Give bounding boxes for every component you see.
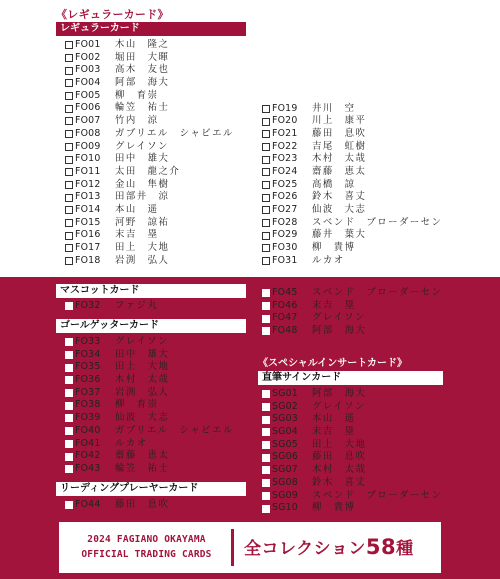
card-code: SG10 (272, 502, 298, 514)
checkbox-icon[interactable] (65, 219, 73, 227)
card-code: FO32 (75, 300, 101, 311)
checklist-item (65, 191, 234, 204)
checkbox-icon[interactable] (65, 181, 73, 189)
player-name: ガブリエル シャビエル (115, 127, 234, 139)
leading-player-bar-title: リーディングプレーヤーカード (56, 482, 246, 496)
player-name: 阿部 海大 (312, 388, 367, 399)
player-name: 川上 康平 (312, 115, 367, 127)
checklist-item (65, 399, 234, 412)
player-name: 藤田 息吹 (312, 451, 367, 463)
checklist-item (262, 255, 442, 268)
checklist-item (65, 387, 234, 400)
checklist-item (65, 499, 169, 512)
special-list (262, 388, 442, 515)
card-code: FO03 (75, 64, 101, 76)
checklist-item (262, 179, 442, 192)
checkbox-icon[interactable] (65, 389, 73, 397)
checklist-item (65, 77, 234, 90)
checklist-item (262, 401, 442, 414)
player-name: 輪笠 祐士 (115, 462, 170, 474)
checklist-item (65, 128, 234, 141)
checkbox-icon[interactable] (262, 257, 270, 265)
checklist-item (262, 141, 442, 154)
player-name: グレイソン (115, 140, 169, 152)
card-code: SG05 (272, 438, 298, 450)
checkbox-icon[interactable] (65, 364, 73, 372)
player-name: 田部井 涼 (115, 191, 170, 203)
checkbox-icon[interactable] (65, 501, 73, 509)
card-code: FO19 (272, 102, 298, 114)
checkbox-icon[interactable] (262, 168, 270, 176)
player-name: 柳 育崇 (115, 399, 159, 411)
card-code: FO35 (75, 361, 101, 373)
checklist-item (262, 287, 442, 300)
checkbox-icon[interactable] (65, 440, 73, 448)
player-name: 金山 隼樹 (115, 178, 170, 190)
checkbox-icon[interactable] (65, 351, 73, 359)
mascot-bar-title: マスコットカード (56, 284, 246, 298)
checklist-item (262, 388, 442, 401)
checkbox-icon[interactable] (65, 194, 73, 202)
player-name: 田上 大地 (312, 438, 367, 450)
checklist-item (65, 90, 234, 103)
card-code: FO31 (272, 254, 298, 266)
checklist-item (65, 374, 234, 387)
checkbox-icon[interactable] (262, 416, 270, 424)
footer-line1: 2024 FAGIANO OKAYAMA (87, 534, 206, 545)
player-name: ルカオ (312, 254, 345, 266)
card-code: FO34 (75, 348, 101, 360)
card-code: SG07 (272, 464, 298, 476)
player-name: 木村 太哉 (312, 153, 367, 165)
checklist-item (262, 502, 442, 515)
card-code: FO17 (75, 242, 101, 253)
checkbox-icon[interactable] (262, 479, 270, 487)
player-name: 河野 諒祐 (115, 216, 170, 228)
player-name: 齋藤 恵太 (115, 450, 170, 462)
checklist-item (262, 477, 442, 490)
regular-list-left (65, 39, 234, 267)
checkbox-icon[interactable] (262, 466, 270, 474)
player-name: 高橋 諒 (312, 178, 356, 190)
collection-suffix: 種 (396, 539, 414, 559)
checkbox-icon[interactable] (65, 232, 73, 240)
checkbox-icon[interactable] (262, 219, 270, 227)
checklist-item (65, 463, 234, 476)
checkbox-icon[interactable] (262, 315, 270, 323)
card-code: FO28 (272, 216, 298, 228)
checklist-item (262, 464, 442, 477)
player-name: ファジ丸 (115, 300, 159, 311)
player-name: 仙波 大志 (312, 204, 367, 215)
card-code: FO04 (75, 77, 101, 89)
checkbox-icon[interactable] (65, 79, 73, 87)
checklist-item (262, 229, 442, 242)
card-code: FO13 (75, 191, 101, 203)
checklist-item (65, 115, 234, 128)
card-code: FO15 (75, 216, 101, 228)
player-name: グレイソン (312, 400, 366, 412)
checklist-item (65, 438, 234, 451)
card-code: FO11 (75, 165, 101, 177)
player-name: スベンド ブローダーセン (312, 216, 443, 228)
card-code: FO07 (75, 115, 101, 127)
checklist-item (65, 450, 234, 463)
card-code: FO22 (272, 140, 298, 152)
checkbox-icon[interactable] (262, 390, 270, 398)
checkbox-icon[interactable] (65, 67, 73, 75)
checkbox-icon[interactable] (262, 105, 270, 113)
card-code: FO40 (75, 424, 101, 436)
checklist-item (262, 325, 442, 338)
player-name: ルカオ (115, 437, 148, 449)
player-name: 堀田 大暉 (115, 51, 170, 63)
checklist-item (65, 300, 158, 313)
checklist-item (262, 413, 442, 426)
card-code: FO39 (75, 412, 101, 424)
checklist-item (65, 336, 234, 349)
player-name: 藤田 息吹 (115, 499, 170, 510)
player-name: 本山 遥 (115, 203, 159, 215)
player-name: 田上 大地 (115, 242, 170, 253)
checkbox-icon[interactable] (262, 118, 270, 126)
player-name: 竹内 涼 (115, 115, 159, 127)
card-code: FO33 (75, 336, 101, 347)
card-code: FO25 (272, 178, 298, 190)
checkbox-icon[interactable] (65, 302, 73, 310)
goal-getter-list (65, 336, 234, 476)
player-name: 吉尾 虹樹 (312, 140, 367, 152)
player-name: 木村 太哉 (312, 464, 367, 476)
checklist-item (65, 39, 234, 52)
special-section-title: 《スペシャルインサートカード》 (258, 358, 407, 369)
player-name: ガブリエル シャビエル (115, 424, 234, 436)
checkbox-icon[interactable] (262, 403, 270, 411)
regular-bar-title: レギュラーカード (56, 22, 246, 36)
card-code: FO26 (272, 191, 298, 203)
card-code: SG01 (272, 388, 298, 399)
goal-getter-bar-title: ゴールゲッターカード (56, 319, 246, 333)
checkbox-icon[interactable] (65, 117, 73, 125)
checklist-item (262, 217, 442, 230)
checklist-item (65, 166, 234, 179)
special-bar-title: 直筆サインカード (258, 371, 443, 385)
player-name: グレイソン (115, 336, 169, 347)
player-name: 鈴木 喜丈 (312, 191, 367, 203)
checkbox-icon[interactable] (65, 257, 73, 265)
checkbox-icon[interactable] (262, 327, 270, 335)
checkbox-icon[interactable] (65, 168, 73, 176)
checkbox-icon[interactable] (262, 206, 270, 214)
checkbox-icon[interactable] (65, 376, 73, 384)
player-name: 柳 貴博 (312, 242, 356, 254)
card-code: FO44 (75, 499, 101, 510)
player-name: 田中 雄大 (115, 348, 170, 360)
mascot-list (65, 300, 158, 313)
card-code: FO30 (272, 242, 298, 254)
checklist-item (65, 255, 234, 268)
checklist-item (262, 204, 442, 217)
checklist-item (262, 490, 442, 503)
player-name: 藤井 葉大 (312, 229, 367, 241)
checkbox-icon[interactable] (65, 206, 73, 214)
checkbox-icon[interactable] (262, 441, 270, 449)
card-code: SG02 (272, 400, 298, 412)
player-name: 太田 龍之介 (115, 165, 181, 177)
card-code: FO06 (75, 102, 101, 114)
regular-list-right (262, 103, 442, 268)
regular-section-title: 《レギュラーカード》 (56, 8, 169, 21)
checklist-item (262, 300, 442, 313)
checkbox-icon[interactable] (65, 427, 73, 435)
card-code: FO46 (272, 299, 298, 311)
checkbox-icon[interactable] (65, 244, 73, 252)
checklist-item (262, 242, 442, 255)
footer-brand (69, 532, 224, 562)
leading-player-list (65, 499, 169, 512)
checklist-item (65, 64, 234, 77)
card-code: FO37 (75, 386, 101, 398)
checkbox-icon[interactable] (65, 338, 73, 346)
card-code: FO14 (75, 203, 101, 215)
card-code: FO23 (272, 153, 298, 165)
checklist-item (262, 426, 442, 439)
checklist-item (65, 179, 234, 192)
player-name: 阿部 海大 (312, 325, 367, 337)
checklist-item (65, 153, 234, 166)
checklist-item (65, 349, 234, 362)
checklist-item (262, 312, 442, 325)
checklist-item (262, 153, 442, 166)
player-name: 岩渕 弘人 (115, 386, 170, 398)
player-name: 本山 遥 (312, 413, 356, 425)
player-name: スベンド ブローダーセン (312, 489, 443, 501)
checklist-item (262, 128, 442, 141)
card-code: SG09 (272, 489, 298, 501)
checkbox-icon[interactable] (65, 92, 73, 100)
player-name: 柳 育崇 (115, 89, 159, 101)
checklist-item (262, 191, 442, 204)
player-name: 木山 隆之 (115, 39, 170, 50)
card-code: FO41 (75, 437, 101, 449)
player-name: 末吉 塁 (312, 299, 356, 311)
card-code: FO09 (75, 140, 101, 152)
checkbox-icon[interactable] (262, 454, 270, 462)
checklist-item (65, 229, 234, 242)
card-code: FO27 (272, 204, 298, 215)
card-code: FO18 (75, 254, 101, 266)
checklist-item (262, 166, 442, 179)
collection-count: 58 (365, 535, 397, 559)
checkbox-icon[interactable] (65, 465, 73, 473)
checkbox-icon[interactable] (262, 181, 270, 189)
card-code: FO48 (272, 325, 298, 337)
card-code: SG04 (272, 426, 298, 438)
player-name: グレイソン (312, 312, 366, 324)
card-code: FO45 (272, 287, 298, 298)
checkbox-icon[interactable] (65, 105, 73, 113)
checkbox-icon[interactable] (262, 143, 270, 151)
footer (59, 522, 441, 573)
checkbox-icon[interactable] (262, 289, 270, 297)
card-code: FO21 (272, 127, 298, 139)
checkbox-icon[interactable] (65, 130, 73, 138)
card-code: FO47 (272, 312, 298, 324)
checkbox-icon[interactable] (65, 41, 73, 49)
checklist-item (65, 425, 234, 438)
collection-prefix: 全コレクション (244, 539, 366, 559)
checkbox-icon[interactable] (262, 505, 270, 513)
card-code: FO16 (75, 229, 101, 241)
checklist-item (65, 52, 234, 65)
player-name: 鈴木 喜丈 (312, 476, 367, 488)
checklist-item (262, 115, 442, 128)
checklist-item (65, 102, 234, 115)
checkbox-icon[interactable] (65, 143, 73, 151)
checkbox-icon[interactable] (262, 492, 270, 500)
card-code: FO38 (75, 399, 101, 411)
player-name: 井川 空 (312, 102, 356, 114)
player-name: 仙波 大志 (115, 412, 170, 424)
card-code: FO36 (75, 374, 101, 386)
checkbox-icon[interactable] (262, 244, 270, 252)
card-code: FO08 (75, 127, 101, 139)
extra-list (262, 287, 442, 338)
checkbox-icon[interactable] (262, 156, 270, 164)
player-name: 末吉 塁 (312, 426, 356, 438)
card-code: FO05 (75, 89, 101, 101)
checkbox-icon[interactable] (65, 453, 73, 461)
checkbox-icon[interactable] (262, 302, 270, 310)
card-code: FO10 (75, 153, 101, 165)
footer-collection (244, 534, 414, 559)
checkbox-icon[interactable] (262, 194, 270, 202)
card-code: FO24 (272, 165, 298, 177)
card-code: SG06 (272, 451, 298, 463)
player-name: スベンド ブローダーセン (312, 287, 443, 298)
player-name: 藤田 息吹 (312, 127, 367, 139)
checklist-item (65, 242, 234, 255)
checklist-item (262, 103, 442, 116)
player-name: 木村 太哉 (115, 374, 170, 386)
card-code: FO01 (75, 39, 101, 50)
player-name: 阿部 海大 (115, 77, 170, 89)
card-code: FO29 (272, 229, 298, 241)
player-name: 輪笠 祐士 (115, 102, 170, 114)
checklist-item (262, 451, 442, 464)
checklist-item (65, 204, 234, 217)
checklist-item (262, 439, 442, 452)
checkbox-icon[interactable] (65, 402, 73, 410)
card-code: FO43 (75, 462, 101, 474)
checklist-item (65, 141, 234, 154)
player-name: 高木 友也 (115, 64, 170, 76)
player-name: 齋藤 恵太 (312, 165, 367, 177)
player-name: 田中 雄大 (115, 153, 170, 165)
card-code: FO42 (75, 450, 101, 462)
player-name: 岩渕 弘人 (115, 254, 170, 266)
card-code: FO12 (75, 178, 101, 190)
card-code: FO20 (272, 115, 298, 127)
card-code: SG08 (272, 476, 298, 488)
checklist-item (65, 217, 234, 230)
card-code: SG03 (272, 413, 298, 425)
player-name: 田上 大地 (115, 361, 170, 373)
footer-divider (231, 529, 234, 566)
checkbox-icon[interactable] (65, 414, 73, 422)
checkbox-icon[interactable] (65, 54, 73, 62)
checklist-item (65, 361, 234, 374)
player-name: 柳 貴博 (312, 502, 356, 514)
card-code: FO02 (75, 51, 101, 63)
checkbox-icon[interactable] (262, 130, 270, 138)
player-name: 末吉 塁 (115, 229, 159, 241)
checkbox-icon[interactable] (65, 156, 73, 164)
regular-section (0, 0, 500, 277)
checkbox-icon[interactable] (262, 232, 270, 240)
checklist-item (65, 412, 234, 425)
checkbox-icon[interactable] (262, 428, 270, 436)
footer-line2: OFFICIAL TRADING CARDS (81, 549, 212, 560)
